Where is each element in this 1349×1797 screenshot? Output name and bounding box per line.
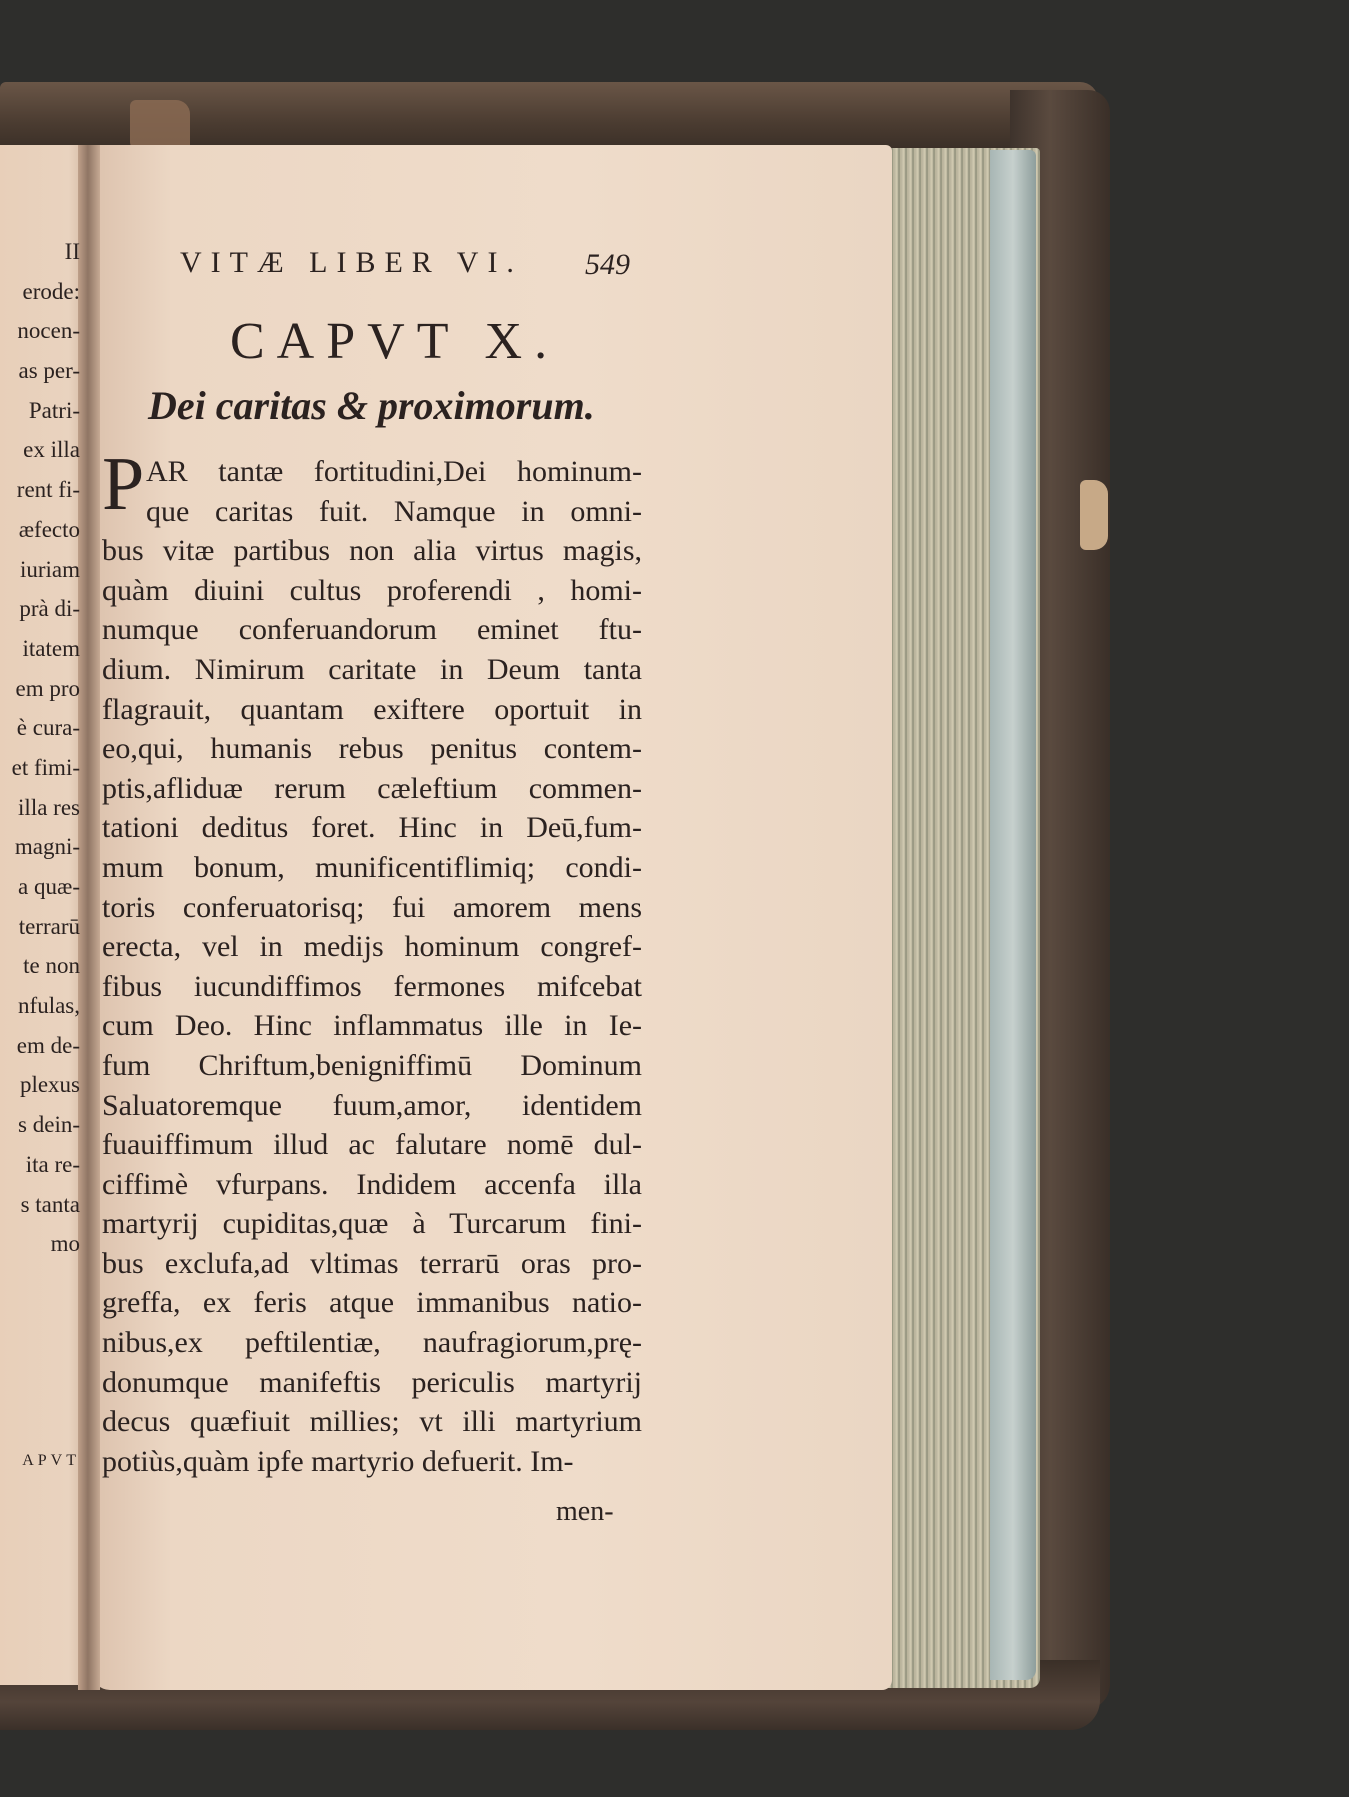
text-line: fum Chriftum,benigniffimū Dominum [102,1048,642,1082]
left-page-line: nocen- [17,318,80,344]
left-page-line: ita re- [25,1151,80,1177]
left-page-line: è cura- [16,715,80,741]
spine-damage [130,100,190,150]
left-page-line: plexus [19,1072,80,1098]
left-page-line: prà di- [19,596,80,622]
text-line: AR tantæ fortitudini,Dei hominum- [146,455,642,488]
catchword: men- [556,1496,614,1527]
left-page-line: terrarū [18,913,80,939]
left-page-line: erode: [22,278,80,304]
text-line: mum bonum, munificentiflimiq; condi- [102,850,642,884]
text-line: fibus iucundiffimos fermones mifcebat [102,969,642,1003]
drop-cap: P [102,442,145,526]
text-line: bus exclufa,ad vltimas terrarū oras pro- [102,1246,642,1280]
left-page-line: em pro [15,675,80,701]
text-line: eo,qui, humanis rebus penitus contem- [102,732,642,766]
left-page-line: em de- [16,1032,80,1058]
text-line: cum Deo. Hinc inflammatus ille in Ie- [102,1009,642,1043]
left-page-line: s dein- [18,1112,80,1138]
text-line: quàm diuini cultus proferendi , homi- [102,573,642,607]
gutter [78,145,100,1690]
left-page-line: iuriam [19,556,80,582]
left-page-line: nfulas, [18,993,80,1019]
chapter-title: CAPVT X. [230,313,560,370]
page-fore-edge-tint [990,150,1036,1680]
text-line: donumque manifeftis periculis martyrij [102,1365,642,1399]
text-line: decus quæfiuit millies; vt illi martyrium [102,1405,642,1439]
text-line: ciffimè vfurpans. Indidem accenfa illa [102,1167,642,1201]
text-line: ptis,afliduæ rerum cæleftium commen- [102,771,642,805]
left-page-line: s tanta [20,1191,80,1217]
text-line: tationi deditus foret. Hinc in Deū,fum- [102,811,642,845]
text-line: fuauiffimum illud ac falutare nomē dul- [102,1128,642,1162]
text-line: bus vitæ partibus non alia virtus magis, [102,534,642,568]
left-page-line: as per- [18,358,80,384]
left-page-line: rent fi- [16,477,80,503]
text-line: que caritas fuit. Namque in omni- [146,494,642,528]
left-page-line: Patri- [28,397,80,423]
left-page-line: ex illa [23,437,80,463]
text-line: dium. Nimirum caritate in Deum tanta [102,652,642,686]
clasp-fragment [1080,480,1108,550]
text-line: greffa, ex feris atque immanibus natio- [102,1286,642,1320]
left-page-line: a quæ- [18,874,80,899]
body-text [102,452,642,1481]
left-page-line: illa res [18,794,80,820]
text-line: martyrij cupiditas,quæ à Turcarum fini- [102,1207,642,1241]
left-page-line: mo [50,1231,80,1257]
text-line: Saluatoremque fuum,amor, identidem [102,1088,642,1122]
left-page-line-ends [0,232,80,1264]
text-line: flagrauit, quantam exiftere oportuit in [102,692,642,726]
left-page-line: itatem [22,635,80,661]
text-line: potiùs,quàm ipfe martyrio defuerit. Im- [102,1444,574,1478]
left-page-line: te non [23,953,80,979]
left-page-line: æfecto [18,516,80,542]
running-head: VITÆ LIBER VI. [180,246,523,279]
text-line: numque conferuandorum eminet ftu- [102,613,642,647]
text-line: toris conferuatorisq; fui amorem mens [102,890,642,924]
left-page-catchword: APVT [22,1452,80,1469]
text-line: erecta, vel in medijs hominum congref- [102,930,642,964]
left-page-line: II [64,239,80,264]
left-page-line: et fimi- [11,754,80,780]
chapter-subtitle: Dei caritas & proximorum. [148,383,595,428]
page-number: 549 [585,248,630,281]
left-page-line: magni- [14,834,80,860]
text-line: nibus,ex peftilentiæ, naufragiorum,prę- [102,1326,642,1360]
